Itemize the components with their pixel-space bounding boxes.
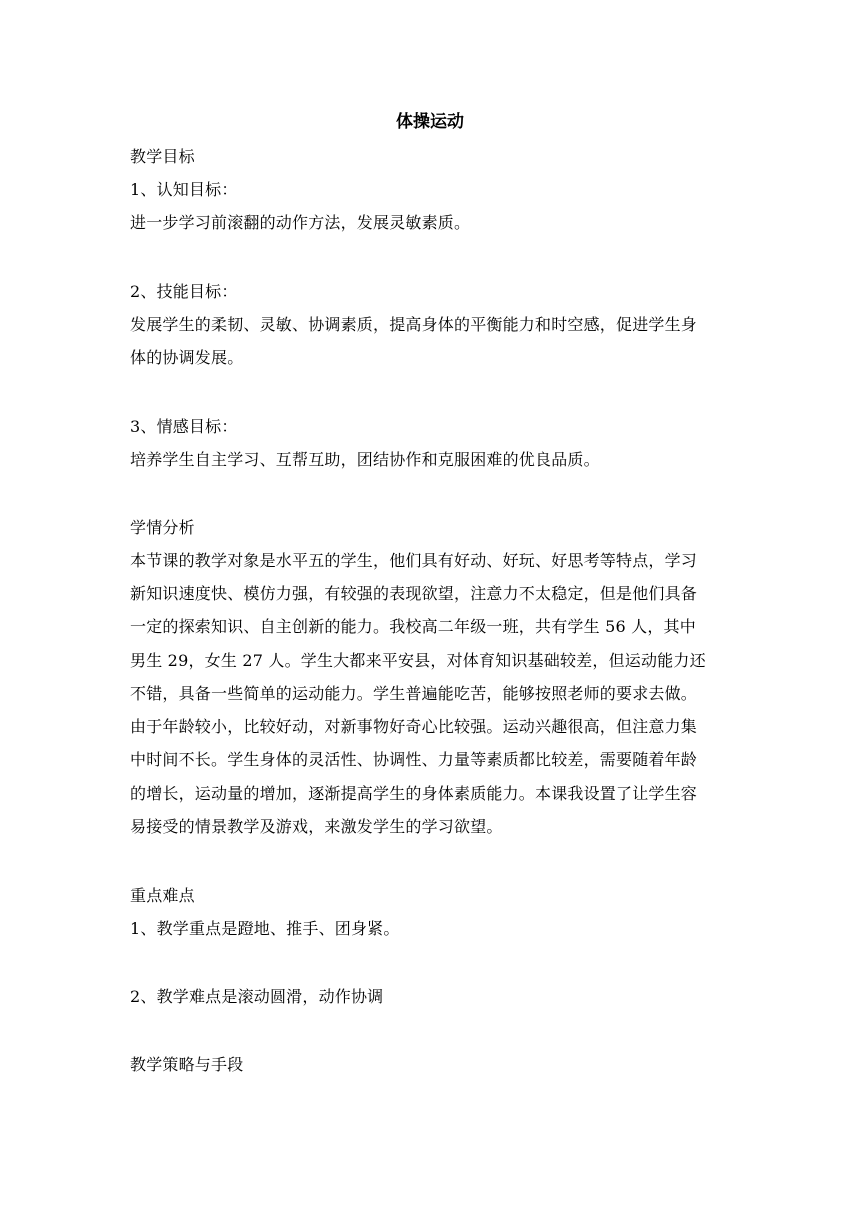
paragraph-line: 体的协调发展。 bbox=[130, 348, 244, 367]
paragraph-line: 2、教学难点是滚动圆滑，动作协调 bbox=[130, 987, 384, 1006]
paragraph-line: 一定的探索知识、自主创新的能力。我校高二年级一班，共有学生 56 人，其中 bbox=[130, 617, 696, 636]
paragraph-line: 易接受的情景教学及游戏，来激发学生的学习欲望。 bbox=[130, 817, 503, 836]
heading-student-analysis: 学情分析 bbox=[130, 518, 195, 537]
paragraph-line: 不错，具备一些简单的运动能力。学生普遍能吃苦，能够按照老师的要求去做。 bbox=[130, 684, 698, 703]
document-title: 体操运动 bbox=[396, 112, 464, 132]
paragraph-line: 培养学生自主学习、互帮互助，团结协作和克服困难的优良品质。 bbox=[130, 450, 600, 469]
heading-teaching-goals: 教学目标 bbox=[130, 147, 195, 166]
heading-key-difficulties: 重点难点 bbox=[130, 886, 195, 905]
paragraph-line: 1、教学重点是蹬地、推手、团身紧。 bbox=[130, 919, 400, 938]
paragraph-line: 进一步学习前滚翻的动作方法，发展灵敏素质。 bbox=[130, 213, 471, 232]
subheading-emotional-goal: 3、情感目标： bbox=[130, 417, 238, 436]
paragraph-line: 发展学生的柔韧、灵敏、协调素质，提高身体的平衡能力和时空感，促进学生身 bbox=[130, 315, 698, 334]
paragraph-line: 男生 29，女生 27 人。学生大都来平安县，对体育知识基础较差，但运动能力还 bbox=[130, 651, 706, 670]
paragraph-line: 本节课的教学对象是水平五的学生，他们具有好动、好玩、好思考等特点，学习 bbox=[130, 551, 698, 570]
paragraph-line: 中时间不长。学生身体的灵活性、协调性、力量等素质都比较差，需要随着年龄 bbox=[130, 750, 698, 769]
paragraph-line: 由于年龄较小，比较好动，对新事物好奇心比较强。运动兴趣很高，但注意力集 bbox=[130, 717, 698, 736]
subheading-skill-goal: 2、技能目标： bbox=[130, 282, 238, 301]
heading-teaching-strategy: 教学策略与手段 bbox=[130, 1055, 244, 1074]
paragraph-line: 新知识速度快、模仿力强，有较强的表现欲望，注意力不太稳定，但是他们具备 bbox=[130, 584, 698, 603]
subheading-cognitive-goal: 1、认知目标： bbox=[130, 180, 238, 199]
paragraph-line: 的增长，运动量的增加，逐渐提高学生的身体素质能力。本课我设置了让学生容 bbox=[130, 784, 698, 803]
